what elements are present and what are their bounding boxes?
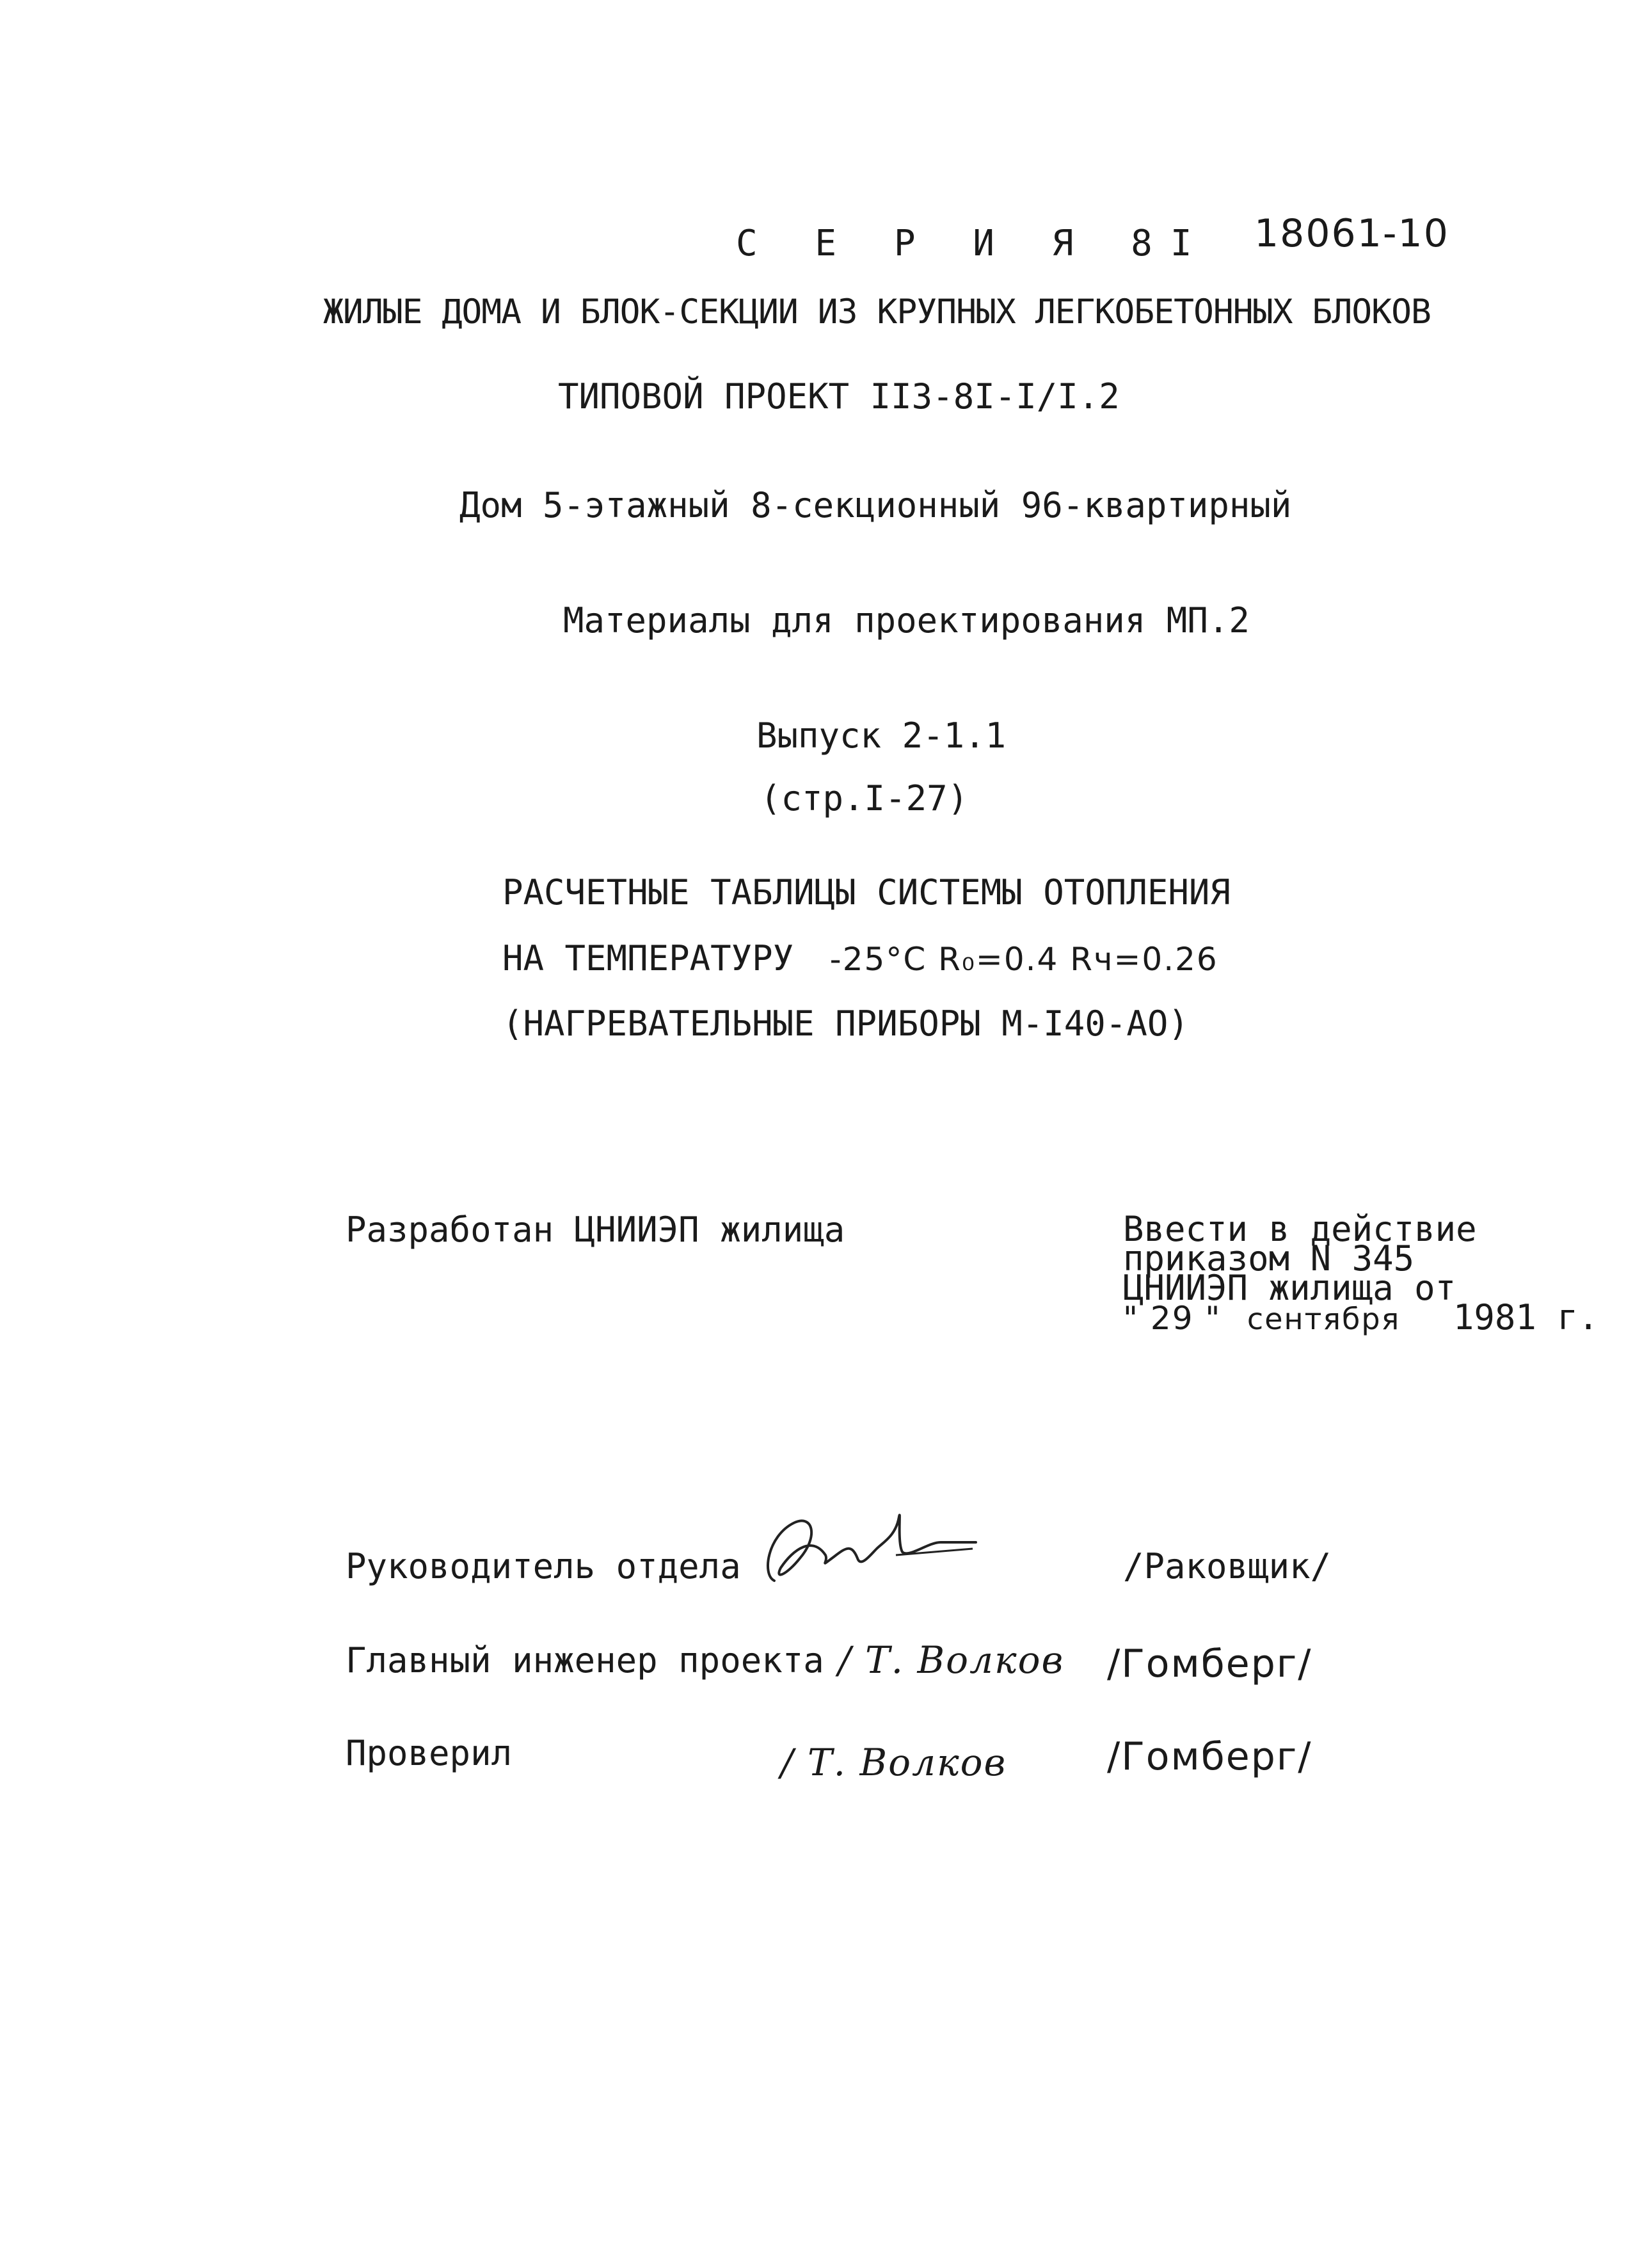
signature-mark-2: / Т. Волков	[838, 1638, 1065, 1682]
document-title: ЖИЛЫЕ ДОМА И БЛОК-СЕКЦИИ ИЗ КРУПНЫХ ЛЕГКОБЕТОННЫХ БЛОКОВ	[323, 292, 1431, 331]
subject-line-1: РАСЧЕТНЫЕ ТАБЛИЦЫ СИСТЕМЫ ОТОПЛЕНИЯ	[502, 872, 1231, 913]
signature-role-1: Руководитель отдела	[346, 1546, 741, 1586]
signature-name-2: /Гомберг/	[1107, 1641, 1312, 1686]
subject-line-2-values: -25°C R₀=0.4 Rч=0.26	[829, 941, 1218, 978]
signature-mark-1	[749, 1497, 979, 1593]
enact-line-4	[1123, 1297, 1599, 1338]
developer-line: Разработан ЦНИИЭП жилища	[346, 1210, 845, 1250]
enact-line-1: Ввести в действие	[1123, 1209, 1477, 1249]
document-number: 18061-10	[1254, 211, 1449, 256]
signature-role-2: Главный инженер проекта	[346, 1640, 824, 1681]
project-number: ТИПОВОЙ ПРОЕКТ II3-8I-I/I.2	[558, 376, 1120, 417]
signature-name-1: /Раковщик/	[1123, 1546, 1332, 1586]
page-range: (стр.I-27)	[760, 778, 969, 819]
enact-year: 1981 г.	[1453, 1297, 1599, 1338]
enactment-block	[1123, 1209, 1599, 1338]
signature-mark-3: / Т. Волков	[781, 1741, 1007, 1784]
subject-line-2-prefix: НА ТЕМПЕРАТУРУ	[502, 938, 794, 978]
enact-day: " 29 "	[1123, 1300, 1222, 1337]
enact-month: сентября	[1247, 1302, 1401, 1336]
house-description: Дом 5-этажный 8-секционный 96-квартирный	[459, 485, 1292, 525]
subject-line-3: (НАГРЕВАТЕЛЬНЫЕ ПРИБОРЫ М-I40-АО)	[502, 1003, 1189, 1044]
subject-line-2	[502, 939, 1218, 978]
signature-role-3: Проверил	[346, 1733, 513, 1773]
series-heading: С Е Р И Я 8I	[736, 223, 1210, 264]
signature-name-3: /Гомберг/	[1107, 1734, 1312, 1779]
enact-line-2: приказом N 345	[1123, 1238, 1415, 1279]
issue-number: Выпуск 2-1.1	[756, 715, 1007, 756]
materials-line: Материалы для проектирования МП.2	[563, 600, 1250, 641]
enact-line-3: ЦНИИЭП жилища от	[1123, 1268, 1456, 1308]
